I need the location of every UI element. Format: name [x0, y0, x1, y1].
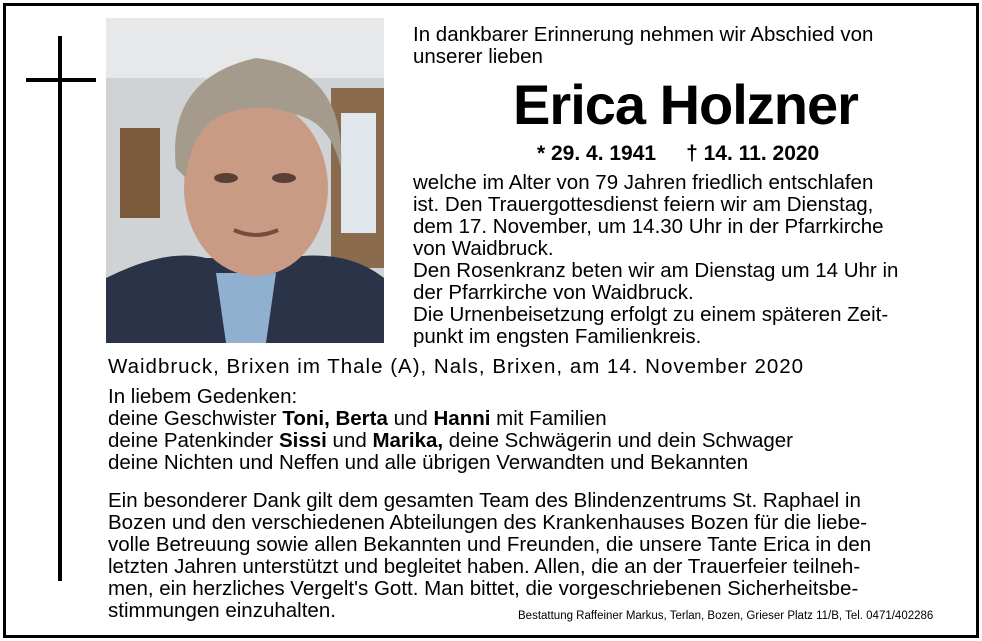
life-dates	[537, 142, 819, 166]
portrait-photo	[106, 18, 384, 343]
places-and-date: Waidbruck, Brixen im Thale (A), Nals, Brixen, am 14. November 2020	[108, 355, 805, 378]
body-line: ist. Den Trauergottesdienst feiern wir am Dienstag,	[413, 193, 874, 216]
body-line: punkt im engsten Familienkreis.	[413, 325, 702, 348]
body-line: von Waidbruck.	[413, 237, 554, 260]
intro-line: unserer lieben	[413, 45, 543, 68]
body-line: dem 17. November, um 14.30 Uhr in der Pfarrkirche	[413, 215, 884, 238]
cross-icon-vertical	[58, 36, 62, 581]
death-date: † 14. 11. 2020	[686, 142, 820, 165]
announcement-body	[413, 172, 898, 348]
thanks-line: letzten Jahren unterstützt und begleitet haben. Allen, die an der Trauerfeier teilneh-	[108, 555, 861, 578]
body-line: Die Urnenbeisetzung erfolgt zu einem späteren Zeit-	[413, 303, 889, 326]
thanks-line: men, ein herzliches Vergelt's Gott. Man bittet, die vorgeschriebenen Sicherheitsbe-	[108, 577, 859, 600]
relatives-line: deine Nichten und Neffen und alle übrigen Verwandten und Bekannten	[108, 451, 749, 474]
body-line: welche im Alter von 79 Jahren friedlich entschlafen	[413, 171, 874, 194]
intro-line: In dankbarer Erinnerung nehmen wir Abschied von	[413, 23, 874, 46]
mourners-heading: In liebem Gedenken:	[108, 385, 298, 408]
thanks-paragraph	[108, 490, 871, 622]
godchildren-line: deine Patenkinder Sissi und Marika, deine Schwägerin und dein Schwager	[108, 429, 793, 452]
siblings-line: deine Geschwister Toni, Berta und Hanni mit Familien	[108, 407, 607, 430]
funeral-home-footer: Bestattung Raffeiner Markus, Terlan, Bozen, Grieser Platz 11/B, Tel. 0471/402286	[518, 610, 934, 622]
thanks-line: stimmungen einzuhalten.	[108, 599, 336, 622]
thanks-line: Bozen und den verschiedenen Abteilungen des Krankenhauses Bozen für die liebe-	[108, 511, 868, 534]
body-line: Den Rosenkranz beten wir am Dienstag um 14 Uhr in	[413, 259, 899, 282]
deceased-name: Erica Holzner	[513, 73, 858, 136]
intro-text	[413, 24, 873, 68]
thanks-line: Ein besonderer Dank gilt dem gesamten Team des Blindenzentrums St. Raphael in	[108, 489, 861, 512]
cross-icon-horizontal	[26, 78, 96, 82]
thanks-line: volle Betreuung sowie allen Bekannten und Freunden, die unsere Tante Erica in den	[108, 533, 872, 556]
mourners-section	[108, 386, 793, 474]
body-line: der Pfarrkirche von Waidbruck.	[413, 281, 694, 304]
birth-date: * 29. 4. 1941	[537, 142, 657, 165]
